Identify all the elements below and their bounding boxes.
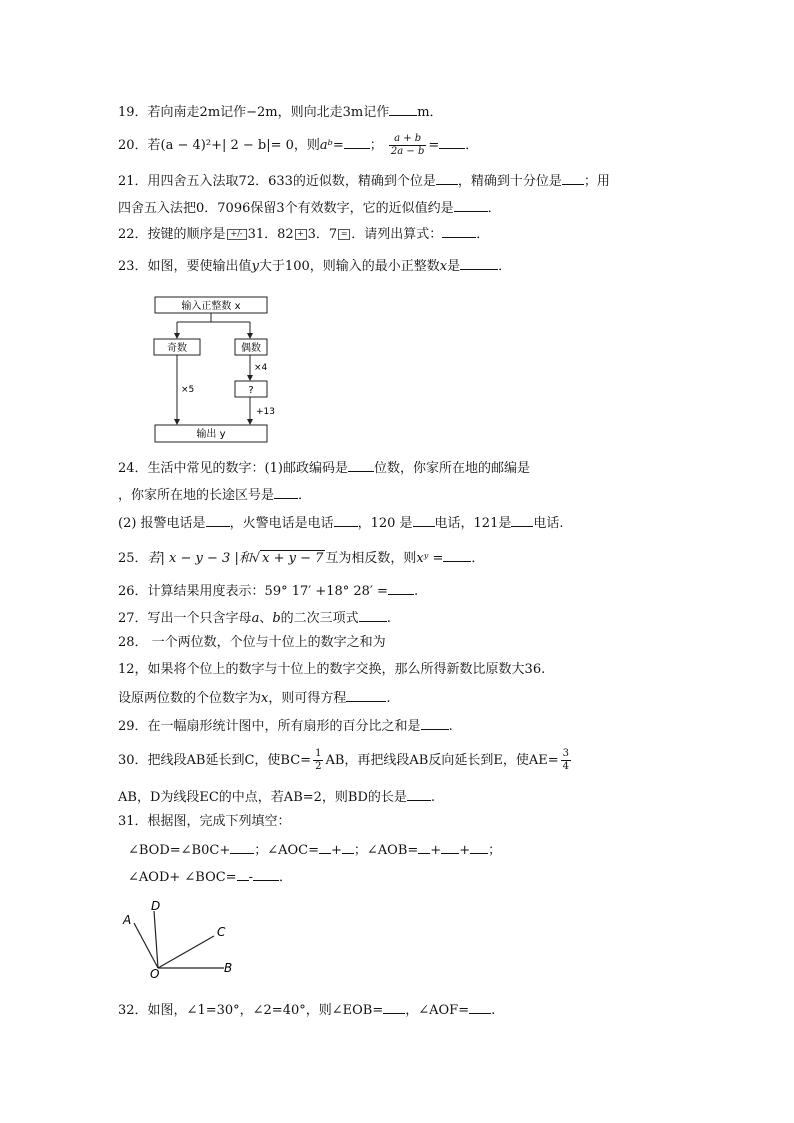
answer-blank[interactable]	[389, 102, 417, 116]
answer-blank[interactable]	[436, 171, 458, 185]
question-24-line3: (2) 报警电话是 ，火警电话是电话 ，120 是 电话，121是 电话.	[118, 513, 564, 533]
angle-diagram	[116, 896, 246, 980]
question-19: 19．若向南走2m记作−2m，则向北走3m记作 m．	[118, 102, 443, 122]
answer-blank[interactable]	[442, 224, 476, 238]
flow-times4-label: ×4	[254, 363, 268, 373]
answer-blank[interactable]	[319, 840, 331, 854]
answer-blank[interactable]	[253, 867, 279, 881]
answer-blank[interactable]	[334, 513, 358, 527]
question-26: 26．计算结果用度表示：59° 17′ +18° 28′ = .	[118, 581, 418, 601]
answer-blank[interactable]	[413, 513, 435, 527]
flow-times5-label: ×5	[181, 385, 195, 395]
sqrt-sign: √	[251, 551, 261, 566]
fraction-three-quarters: $\frac{3}{4}$	[562, 748, 569, 772]
answer-blank[interactable]	[388, 581, 414, 595]
question-20: 20．若(a − 4)²+| 2 − b|= 0，则aᵇ= ； $\frac{a + b}{2a - b}$ = ．	[118, 133, 479, 157]
answer-blank[interactable]	[418, 840, 430, 854]
answer-blank[interactable]	[230, 840, 254, 854]
flowchart-diagram	[145, 292, 275, 446]
question-31-title: 31．根据图，完成下列填空：	[118, 814, 291, 829]
point-label-B: B	[224, 961, 233, 975]
question-21-line1: 21．用四舍五入法取72．633的近似数，精确到个位是 ，精确到十分位是 ；用	[118, 171, 610, 191]
question-28-line3: 设原两位数的个位数字为x，则可得方程 .	[118, 688, 391, 708]
question-31-line1: ∠BOD=∠B0C+ ；∠AOC= + ；∠AOB= + + ；	[128, 840, 501, 860]
ray-OD	[154, 911, 158, 968]
question-29: 29．在一幅扇形统计图中，所有扇形的百分比之和是 .	[118, 716, 453, 736]
question-25: 25．若| x − y − 3 |和√ x + y − 7 互为相反数，则xʸ = ．	[118, 548, 484, 568]
flow-odd-label: 奇数	[167, 343, 187, 354]
answer-blank[interactable]	[237, 867, 249, 881]
flow-input-label: 输入正整数 x	[181, 301, 241, 312]
fraction-one-half: $\frac{1}{2}$	[315, 748, 322, 772]
answer-blank[interactable]	[470, 840, 488, 854]
answer-blank[interactable]	[206, 513, 230, 527]
answer-blank[interactable]	[439, 135, 465, 149]
answer-blank[interactable]	[443, 548, 471, 562]
answer-blank[interactable]	[469, 1000, 491, 1014]
question-24-line1: 24．生活中常见的数字：(1)邮政编码是 位数，你家所在地的邮编是	[118, 458, 530, 478]
point-label-O: O	[150, 967, 160, 980]
sign-key-icon: +/-	[227, 229, 247, 240]
answer-blank[interactable]	[454, 198, 488, 212]
question-28-line2: 12，如果将个位上的数字与十位上的数字交换，那么所得新数比原数大36.	[118, 662, 546, 677]
question-32: 32．如图，∠1=30°，∠2=40°，则∠EOB= ，∠AOF= .	[118, 1000, 495, 1020]
answer-blank[interactable]	[344, 135, 370, 149]
plus-key-icon: +	[295, 229, 307, 240]
question-30-line1: 30．把线段AB延长到C，使BC= $\frac{1}{2}$ AB，再把线段AB反向延长到E，使AE= $\frac{3}{4}$	[118, 748, 569, 772]
answer-blank[interactable]	[342, 840, 354, 854]
point-label-D: D	[151, 899, 161, 913]
answer-blank[interactable]	[359, 608, 387, 622]
question-31-line2: ∠AOD+ ∠BOC= - ．	[128, 867, 292, 887]
question-23: 23．如图，要使输出值y大于100，则输入的最小正整数x是 ．	[118, 256, 511, 276]
flow-unknown-label: ?	[248, 385, 254, 396]
answer-blank[interactable]	[460, 256, 498, 270]
flow-output-label: 输出 y	[196, 429, 226, 440]
equals-key-icon: =	[338, 229, 350, 240]
answer-blank[interactable]	[274, 485, 298, 499]
flow-even-label: 偶数	[241, 343, 261, 354]
answer-blank[interactable]	[511, 513, 533, 527]
fraction: $\frac{a + b}{2a - b}$	[390, 133, 425, 157]
question-27: 27．写出一个只含字母a、b的二次三项式 .	[118, 608, 391, 628]
flow-plus13-label: +13	[256, 407, 275, 417]
answer-blank[interactable]	[421, 716, 449, 730]
point-label-A: A	[123, 913, 132, 927]
question-28-line1: 28． 一个两位数，个位与十位上的数字之和为	[118, 635, 386, 650]
question-24-line2: ，你家所在地的长途区号是 ．	[118, 485, 311, 505]
question-21-line2: 四舍五入法把0．7096保留3个有效数字，它的近似值约是 ．	[118, 198, 501, 218]
point-label-C: C	[217, 925, 226, 939]
answer-blank[interactable]	[348, 458, 374, 472]
question-30-line2: AB，D为线段EC的中点，若AB=2，则BD的长是 .	[118, 787, 435, 807]
ray-OA	[134, 923, 158, 968]
answer-blank[interactable]	[441, 840, 459, 854]
ray-OC	[158, 936, 214, 968]
answer-blank[interactable]	[383, 1000, 405, 1014]
answer-blank[interactable]	[407, 787, 431, 801]
answer-blank[interactable]	[562, 171, 584, 185]
answer-blank[interactable]	[346, 688, 386, 702]
question-22: 22．按键的顺序是 +/- 31．82 + 3．7 = ．请列出算式： ．	[118, 224, 489, 244]
